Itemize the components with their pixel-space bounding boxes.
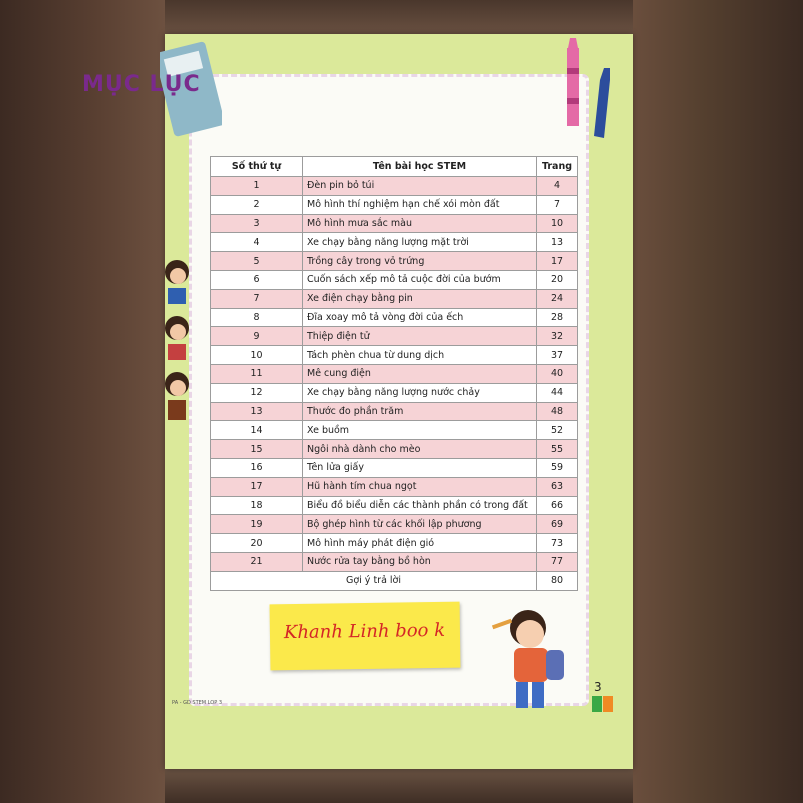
row-page: 63 [537,477,578,496]
table-row [211,421,578,440]
row-number: 13 [211,402,303,421]
row-number: 14 [211,421,303,440]
row-lesson-name: Xe điện chạy bằng pin [303,289,537,308]
boy-illustration-icon [488,600,578,720]
photo-background-bottom [165,767,633,803]
row-lesson-name: Đĩa xoay mô tả vòng đời của ếch [303,308,537,327]
table-row [211,364,578,383]
row-number: 10 [211,346,303,365]
row-lesson-name: Bộ ghép hình từ các khối lập phương [303,515,537,534]
row-number: 11 [211,364,303,383]
table-row [211,458,578,477]
table-row [211,233,578,252]
table-row [211,270,578,289]
row-page: 66 [537,496,578,515]
table-row [211,477,578,496]
row-page: 4 [537,177,578,196]
row-number: 2 [211,195,303,214]
row-number: 18 [211,496,303,515]
answers-label: Gợi ý trả lời [211,571,537,590]
table-row [211,534,578,553]
row-lesson-name: Mô hình thí nghiệm hạn chế xói mòn đất [303,195,537,214]
row-page: 20 [537,270,578,289]
row-lesson-name: Hũ hành tím chua ngọt [303,477,537,496]
row-page: 7 [537,195,578,214]
table-row [211,440,578,459]
row-number: 8 [211,308,303,327]
row-number: 19 [211,515,303,534]
row-number: 21 [211,552,303,571]
answers-page: 80 [537,571,578,590]
row-number: 5 [211,252,303,271]
row-page: 73 [537,534,578,553]
page-number: 3 [594,680,602,694]
row-number: 4 [211,233,303,252]
crayon-icon [560,38,630,143]
photo-background-top [165,0,633,36]
row-number: 16 [211,458,303,477]
table-row [211,252,578,271]
photo-background-right [633,0,803,803]
table-header-row [211,157,578,177]
row-number: 12 [211,383,303,402]
row-lesson-name: Biểu đồ biểu diễn các thành phần có trong đất [303,496,537,515]
seller-sticker [270,602,461,671]
table-row [211,214,578,233]
sticker-text: Khanh Linh boo k [283,619,446,644]
children-illustration-icon [162,256,192,426]
row-lesson-name: Xe buồm [303,421,537,440]
row-lesson-name: Thước đo phần trăm [303,402,537,421]
table-row [211,177,578,196]
row-lesson-name: Trồng cây trong vỏ trứng [303,252,537,271]
table-row [211,346,578,365]
page-title: MỤC LỤC [82,72,201,97]
row-page: 48 [537,402,578,421]
table-row [211,289,578,308]
row-number: 1 [211,177,303,196]
row-lesson-name: Nước rửa tay bằng bồ hòn [303,552,537,571]
row-number: 6 [211,270,303,289]
row-lesson-name: Thiệp điện tử [303,327,537,346]
table-row [211,195,578,214]
row-page: 52 [537,421,578,440]
row-page: 44 [537,383,578,402]
answers-row [211,571,578,590]
row-lesson-name: Mô hình máy phát điện gió [303,534,537,553]
row-page: 10 [537,214,578,233]
row-page: 32 [537,327,578,346]
row-lesson-name: Xe chạy bằng năng lượng nước chảy [303,383,537,402]
row-lesson-name: Tách phèn chua từ dung dịch [303,346,537,365]
table-row [211,402,578,421]
row-page: 40 [537,364,578,383]
table-row [211,552,578,571]
table-row [211,496,578,515]
row-lesson-name: Tên lửa giấy [303,458,537,477]
row-number: 15 [211,440,303,459]
row-number: 3 [211,214,303,233]
row-page: 55 [537,440,578,459]
corner-logo-icon [592,696,614,712]
row-lesson-name: Đèn pin bỏ túi [303,177,537,196]
column-header-number: Số thứ tự [211,157,303,177]
table-row [211,515,578,534]
contents-table [210,156,578,591]
footer-text: PA - GD STEM LOP 3 [172,700,223,706]
row-number: 17 [211,477,303,496]
row-number: 20 [211,534,303,553]
row-lesson-name: Xe chạy bằng năng lượng mặt trời [303,233,537,252]
table-row [211,383,578,402]
row-page: 28 [537,308,578,327]
row-page: 59 [537,458,578,477]
table-row [211,327,578,346]
photo-background-left [0,0,165,803]
row-page: 69 [537,515,578,534]
row-page: 13 [537,233,578,252]
column-header-page: Trang [537,157,578,177]
row-lesson-name: Cuốn sách xếp mô tả cuộc đời của bướm [303,270,537,289]
row-lesson-name: Mê cung điện [303,364,537,383]
row-number: 9 [211,327,303,346]
row-lesson-name: Ngôi nhà dành cho mèo [303,440,537,459]
table-row [211,308,578,327]
column-header-lesson: Tên bài học STEM [303,157,537,177]
row-page: 37 [537,346,578,365]
row-number: 7 [211,289,303,308]
row-page: 17 [537,252,578,271]
row-lesson-name: Mô hình mưa sắc màu [303,214,537,233]
row-page: 24 [537,289,578,308]
row-page: 77 [537,552,578,571]
